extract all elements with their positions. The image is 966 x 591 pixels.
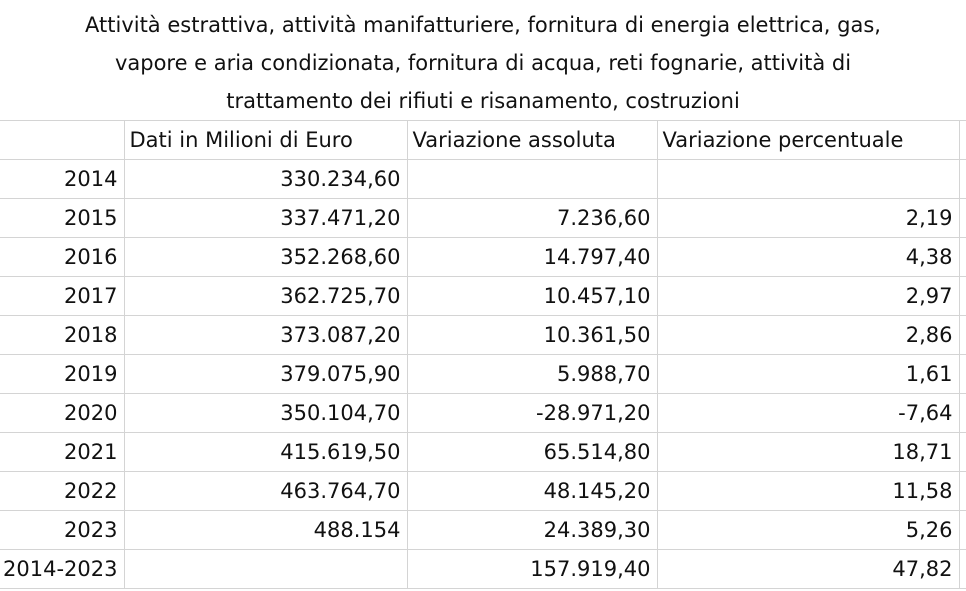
value-cell[interactable]: 415.619,50 [124,433,407,472]
empty-cell[interactable] [959,160,966,199]
abs-change-cell[interactable]: 10.457,10 [407,277,657,316]
pct-change-cell[interactable]: 2,19 [657,199,959,238]
pct-change-cell[interactable]: 2,86 [657,316,959,355]
abs-change-cell[interactable]: 48.145,20 [407,472,657,511]
value-cell[interactable]: 337.471,20 [124,199,407,238]
year-cell[interactable]: 2018 [0,316,124,355]
merged-title-cell[interactable] [0,0,966,121]
pct-change-cell[interactable]: 18,71 [657,433,959,472]
table-row [0,238,966,277]
total-abs-change-cell[interactable]: 157.919,40 [407,550,657,589]
table-row [0,472,966,511]
empty-cell[interactable] [959,277,966,316]
value-cell[interactable]: 379.075,90 [124,355,407,394]
header-cell-abs-change[interactable]: Variazione assoluta [407,121,657,160]
empty-cell[interactable] [959,472,966,511]
table-row [0,199,966,238]
value-cell[interactable]: 463.764,70 [124,472,407,511]
table-row [0,511,966,550]
abs-change-cell[interactable]: 5.988,70 [407,355,657,394]
value-cell[interactable]: 352.268,60 [124,238,407,277]
abs-change-cell[interactable]: 10.361,50 [407,316,657,355]
pct-change-cell[interactable]: 5,26 [657,511,959,550]
total-pct-change-cell[interactable]: 47,82 [657,550,959,589]
pct-change-cell[interactable]: 2,97 [657,277,959,316]
year-cell[interactable]: 2017 [0,277,124,316]
pct-change-cell[interactable]: 1,61 [657,355,959,394]
table-row [0,355,966,394]
pct-change-cell[interactable]: -7,64 [657,394,959,433]
table-row [0,394,966,433]
empty-cell[interactable] [959,121,966,160]
total-row [0,550,966,589]
table-row [0,160,966,199]
year-cell[interactable]: 2015 [0,199,124,238]
value-cell[interactable]: 373.087,20 [124,316,407,355]
table-row [0,316,966,355]
pct-change-cell[interactable]: 11,58 [657,472,959,511]
table-row [0,433,966,472]
table-row [0,277,966,316]
abs-change-cell[interactable]: 65.514,80 [407,433,657,472]
year-cell[interactable]: 2021 [0,433,124,472]
empty-cell[interactable] [959,316,966,355]
empty-cell[interactable] [959,511,966,550]
title-line: vapore e aria condizionata, fornitura di acqua, reti fognarie, attività di [114,51,852,75]
title-line: trattamento dei rifiuti e risanamento, costruzioni [226,89,740,113]
empty-cell[interactable] [959,355,966,394]
year-cell[interactable]: 2019 [0,355,124,394]
value-cell[interactable]: 362.725,70 [124,277,407,316]
empty-cell[interactable] [959,433,966,472]
header-cell-value[interactable]: Dati in Milioni di Euro [124,121,407,160]
title-line: Attività estrattiva, attività manifatturiere, fornitura di energia elettrica, gas, [85,13,881,37]
year-cell[interactable]: 2020 [0,394,124,433]
pct-change-cell[interactable] [657,160,959,199]
empty-cell[interactable] [959,238,966,277]
empty-cell[interactable] [959,199,966,238]
header-cell-year[interactable] [0,121,124,160]
value-cell[interactable]: 488.154 [124,511,407,550]
year-cell[interactable]: 2016 [0,238,124,277]
year-cell[interactable]: 2022 [0,472,124,511]
pct-change-cell[interactable]: 4,38 [657,238,959,277]
value-cell[interactable]: 350.104,70 [124,394,407,433]
total-period-cell[interactable]: 2014-2023 [0,550,124,589]
abs-change-cell[interactable]: -28.971,20 [407,394,657,433]
value-cell[interactable]: 330.234,60 [124,160,407,199]
data-table [0,121,966,589]
abs-change-cell[interactable]: 24.389,30 [407,511,657,550]
abs-change-cell[interactable]: 7.236,60 [407,199,657,238]
year-cell[interactable]: 2014 [0,160,124,199]
empty-cell[interactable] [959,394,966,433]
empty-cell[interactable] [959,550,966,589]
header-cell-pct-change[interactable]: Variazione percentuale [657,121,959,160]
header-row [0,121,966,160]
year-cell[interactable]: 2023 [0,511,124,550]
abs-change-cell[interactable]: 14.797,40 [407,238,657,277]
total-value-cell[interactable] [124,550,407,589]
abs-change-cell[interactable] [407,160,657,199]
